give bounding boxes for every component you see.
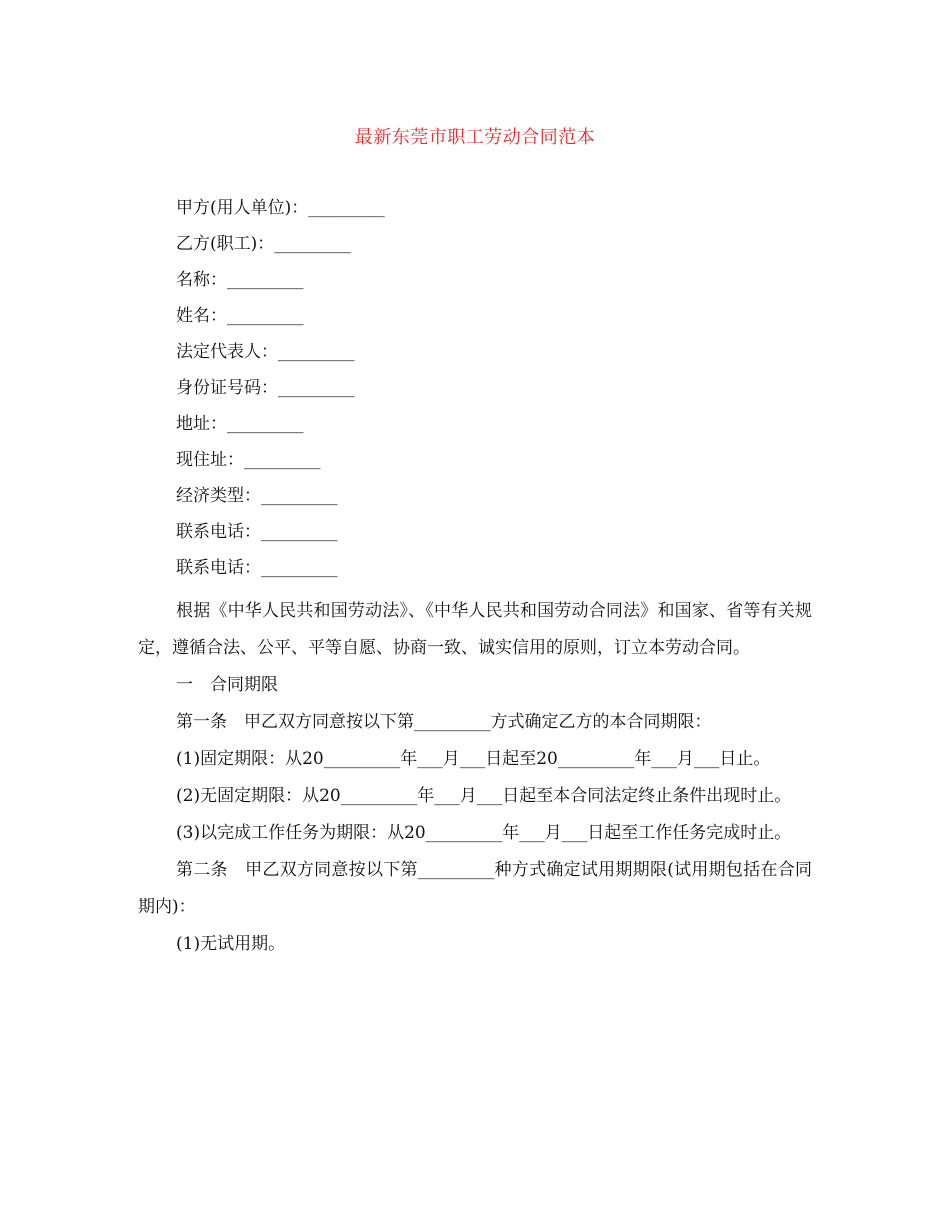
- field-current-address: 现住址：_________: [176, 450, 321, 470]
- field-phone-a: 联系电话：_________: [176, 522, 338, 542]
- option-task-term: (3)以完成工作任务为期限：从20_________年___月___日起至工作任务完成时止。: [176, 823, 792, 843]
- party-info-fields: [176, 193, 385, 589]
- field-legal-representative: 法定代表人：_________: [176, 342, 355, 362]
- field-address: 地址：_________: [176, 414, 304, 434]
- field-party-a: 甲方(用人单位)：_________: [176, 198, 385, 218]
- section-heading-term: 一 合同期限: [176, 675, 278, 695]
- contract-body: [138, 593, 812, 963]
- option-no-probation: (1)无试用期。: [176, 934, 286, 954]
- article-two: 第二条 甲乙双方同意按以下第_________种方式确定试用期期限(试用期包括在合同期内)：: [138, 860, 812, 917]
- field-full-name: 姓名：_________: [176, 306, 304, 326]
- preamble-paragraph: 根据《中华人民共和国劳动法》、《中华人民共和国劳动合同法》和国家、省等有关规定，遵循合法、公平、平等自愿、协商一致、诚实信用的原则，订立本劳动合同。: [138, 601, 812, 658]
- field-name: 名称：_________: [176, 270, 304, 290]
- field-id-number: 身份证号码：_________: [176, 378, 355, 398]
- field-phone-b: 联系电话：_________: [176, 558, 338, 578]
- field-economic-type: 经济类型：_________: [176, 486, 338, 506]
- option-fixed-term: (1)固定期限：从20_________年___月___日起至20_________年___月___日止。: [176, 749, 771, 769]
- document-title: 最新东莞市职工劳动合同范本: [354, 127, 596, 148]
- field-party-b: 乙方(职工)：_________: [176, 234, 351, 254]
- option-open-term: (2)无固定期限：从20_________年___月___日起至本合同法定终止条件出现时止。: [176, 786, 792, 806]
- article-one: 第一条 甲乙双方同意按以下第_________方式确定乙方的本合同期限：: [176, 712, 712, 732]
